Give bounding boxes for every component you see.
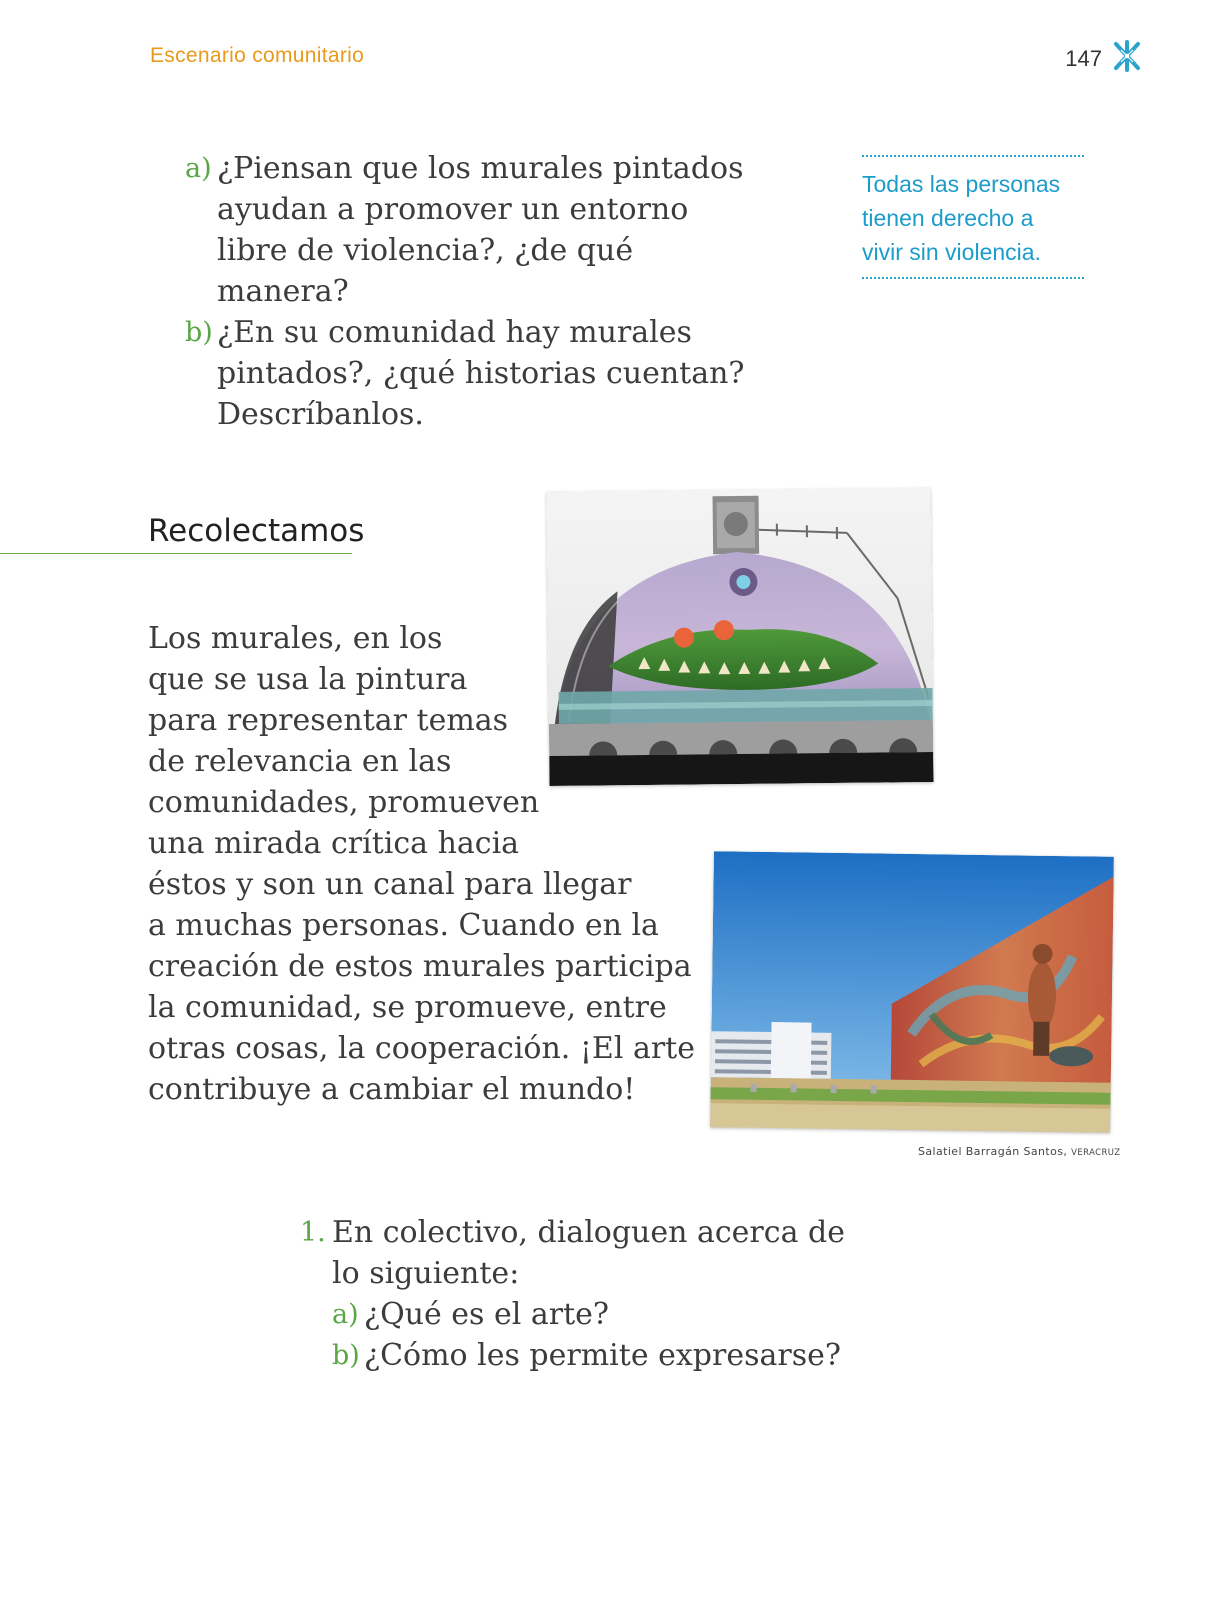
activity-block	[300, 1212, 900, 1376]
text-line: éstos y son un canal para llegar	[148, 867, 632, 902]
note-line: tienen derecho a	[862, 205, 1034, 231]
activity-sub-b	[332, 1335, 900, 1376]
section-name: Escenario comunitario	[150, 44, 365, 67]
sub-text: ¿Cómo les permite expresarse?	[364, 1338, 841, 1373]
question-text	[217, 148, 785, 312]
activity-item	[300, 1212, 900, 1294]
text-line: para representar temas	[148, 703, 509, 738]
sub-text: ¿Qué es el arte?	[364, 1297, 609, 1332]
sub-marker: b)	[332, 1340, 360, 1371]
text-line: a muchas personas. Cuando en la	[148, 908, 659, 943]
note-line: vivir sin violencia.	[862, 239, 1041, 265]
question-text	[217, 312, 785, 435]
question-marker: b)	[185, 317, 213, 348]
text-line: comunidades, promueven	[148, 785, 540, 820]
activity-number: 1.	[300, 1217, 326, 1248]
text-line: manera?	[217, 274, 349, 309]
text-line: Los murales, en los	[148, 621, 443, 656]
question-a	[185, 148, 785, 312]
text-line: que se usa la pintura	[148, 662, 468, 697]
cross-knot-icon	[1112, 40, 1142, 78]
text-line: la comunidad, se promueve, entre	[148, 990, 667, 1025]
text-line: Descríbanlos.	[217, 397, 424, 432]
page-number: 147	[1065, 46, 1102, 71]
page-header-right	[1065, 40, 1142, 78]
side-note	[862, 155, 1084, 279]
text-line: ¿En su comunidad hay murales	[217, 315, 692, 350]
text-line: En colectivo, dialoguen acerca de	[332, 1215, 845, 1250]
credit-place: VERACRUZ	[1071, 1148, 1121, 1158]
text-line: ayudan a promover un entorno	[217, 192, 689, 227]
text-line: otras cosas, la cooperación. ¡El arte	[148, 1031, 695, 1066]
text-line: de relevancia en las	[148, 744, 452, 779]
photo-credit	[918, 1145, 1121, 1158]
text-line: pintados?, ¿qué historias cuentan?	[217, 356, 745, 391]
question-list	[185, 148, 785, 435]
activity-sub-a	[332, 1294, 900, 1335]
question-marker: a)	[185, 153, 212, 184]
text-line: una mirada crítica hacia	[148, 826, 520, 861]
activity-text	[332, 1212, 900, 1294]
wall-mural-photo	[710, 851, 1114, 1133]
text-line: lo siguiente:	[332, 1256, 520, 1291]
text-line: contribuye a cambiar el mundo!	[148, 1072, 636, 1107]
note-line: Todas las personas	[862, 171, 1061, 197]
question-b	[185, 312, 785, 435]
sub-marker: a)	[332, 1299, 359, 1330]
text-line: ¿Piensan que los murales pintados	[217, 151, 744, 186]
text-line: libre de violencia?, ¿de qué	[217, 233, 634, 268]
text-line: creación de estos murales participa	[148, 949, 692, 984]
section-underline	[0, 553, 352, 554]
section-title: Recolectamos	[148, 513, 365, 549]
body-paragraph	[148, 618, 695, 1110]
credit-author: Salatiel Barragán Santos,	[918, 1145, 1068, 1158]
